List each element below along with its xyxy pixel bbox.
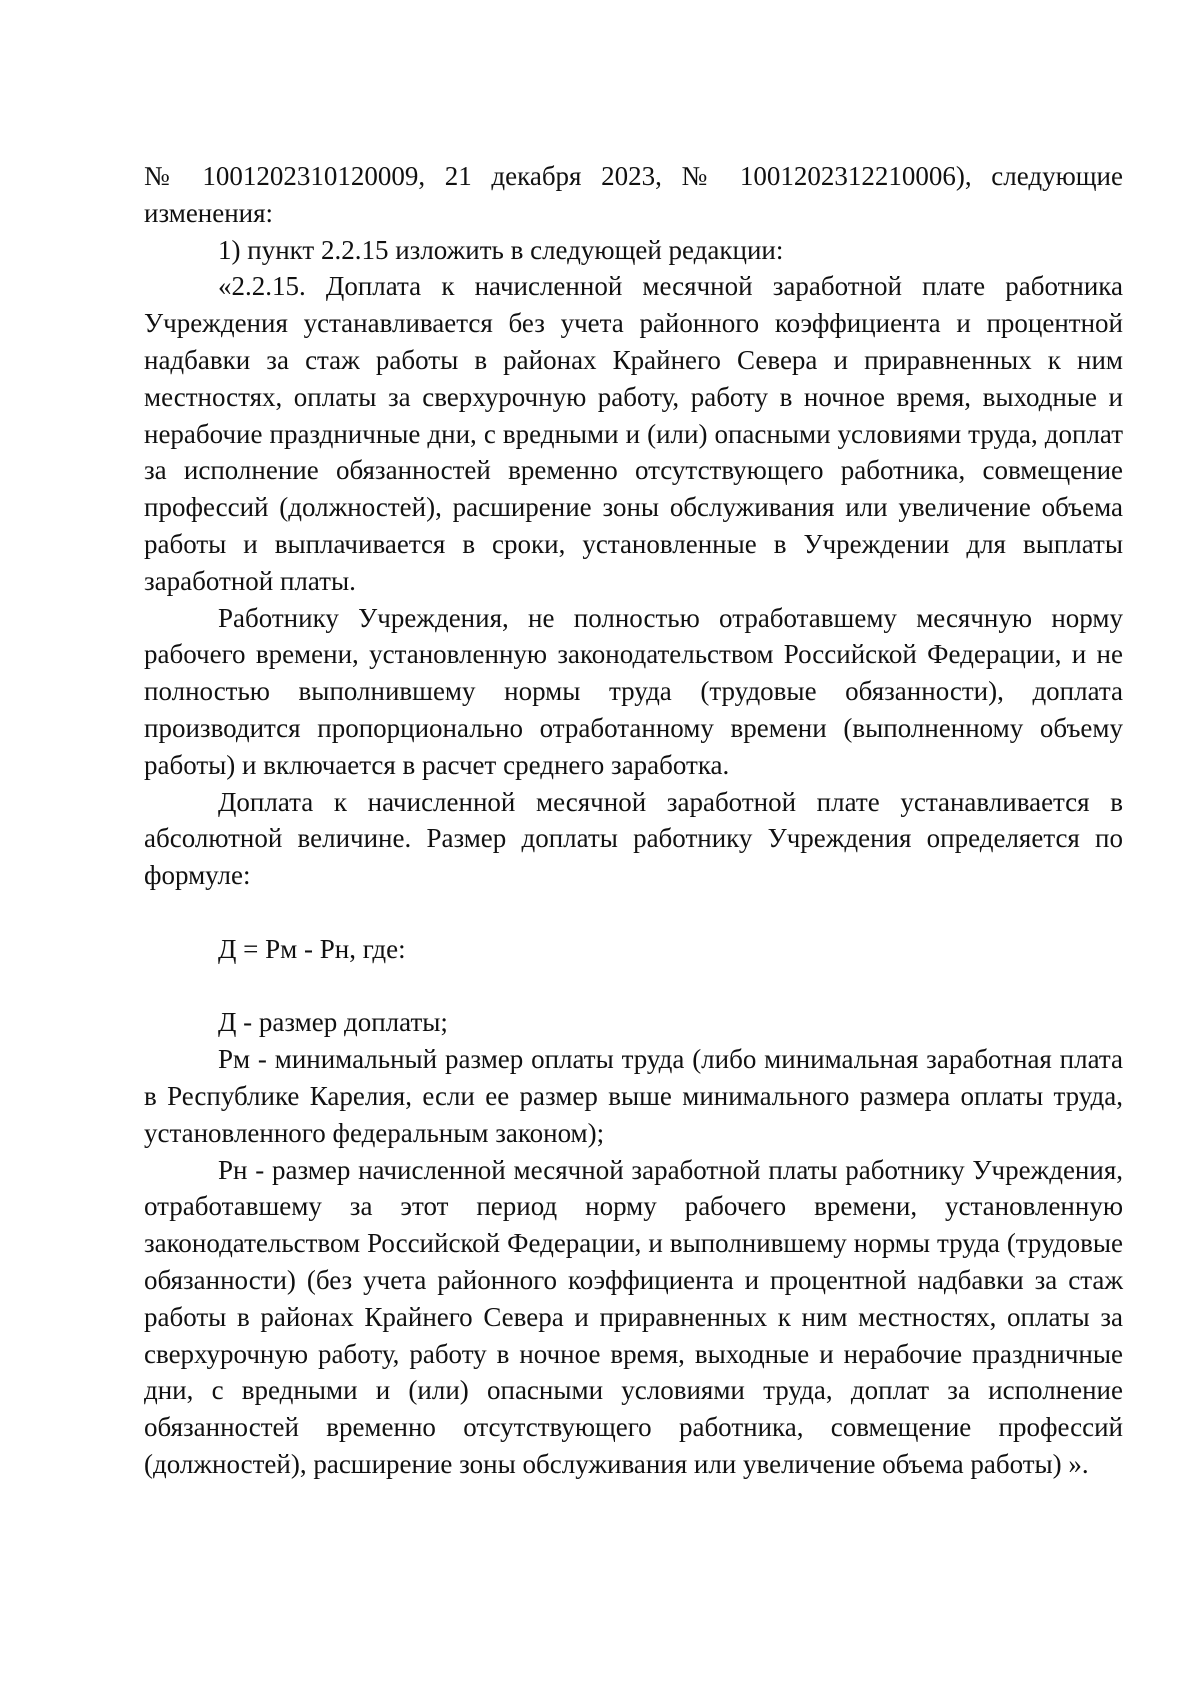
document-page <box>144 158 1123 1483</box>
paragraph-continuation: № 1001202310120009, 21 декабря 2023, № 1001202312210006), следующие изменения: <box>144 161 1123 228</box>
definition-d: Д - размер доплаты; <box>218 1007 448 1038</box>
definition-rn: Рн - размер начисленной месячной заработной платы работнику Учреждения, отработавшему за этот период норму рабочего времени, установленную законодательством Российской Федерации, и выполнившему нормы труда (трудовые обязанности) (без учета районного коэффициента и процентной надбавки за стаж работы в районах Крайнего Севера и приравненных к ним местностях, оплаты за сверхурочную работу, работу в ночное время, выходные и нерабочие праздничные дни, с вредными и (или) опасными условиями труда, доплат за исполнение обязанностей временно отсутствующего работника, совмещение профессий (должностей), расширение зоны обслуживания или увеличение объема работы) ». <box>144 1154 1123 1479</box>
paragraph-clause-2-2-15: «2.2.15. Доплата к начисленной месячной заработной плате работника Учреждения устанавливается без учета районного коэффициента и процентной надбавки за стаж работы в районах Крайнего Севера и приравненных к ним местностях, оплаты за сверхурочную работу, работу в ночное время, выходные и нерабочие праздничные дни, с вредными и (или) опасными условиями труда, доплат за исполнение обязанностей временно отсутствующего работника, совмещение профессий (должностей), расширение зоны обслуживания или увеличение объема работы и выплачивается в сроки, установленные в Учреждении для выплаты заработной платы. <box>144 271 1123 596</box>
paragraph-formula-intro: Доплата к начисленной месячной заработной плате устанавливается в абсолютной величине. Размер доплаты работнику Учреждения определяется по формуле: <box>144 786 1123 891</box>
definition-rm: Рм - минимальный размер оплаты труда (либо минимальная заработная плата в Республике Карелия, если ее размер выше минимального размера оплаты труда, установленного федеральным законом); <box>144 1044 1123 1148</box>
formula: Д = Рм - Рн, где: <box>218 933 406 964</box>
paragraph-item-1: 1) пункт 2.2.15 изложить в следующей редакции: <box>218 234 784 265</box>
paragraph-partial-norm: Работнику Учреждения, не полностью отработавшему месячную норму рабочего времени, установленную законодательством Российской Федерации, и не полностью выполнившему нормы труда (трудовые обязанности), доплата производится пропорционально отработанному времени (выполненному объему работы) и включается в расчет среднего заработка. <box>144 602 1123 780</box>
